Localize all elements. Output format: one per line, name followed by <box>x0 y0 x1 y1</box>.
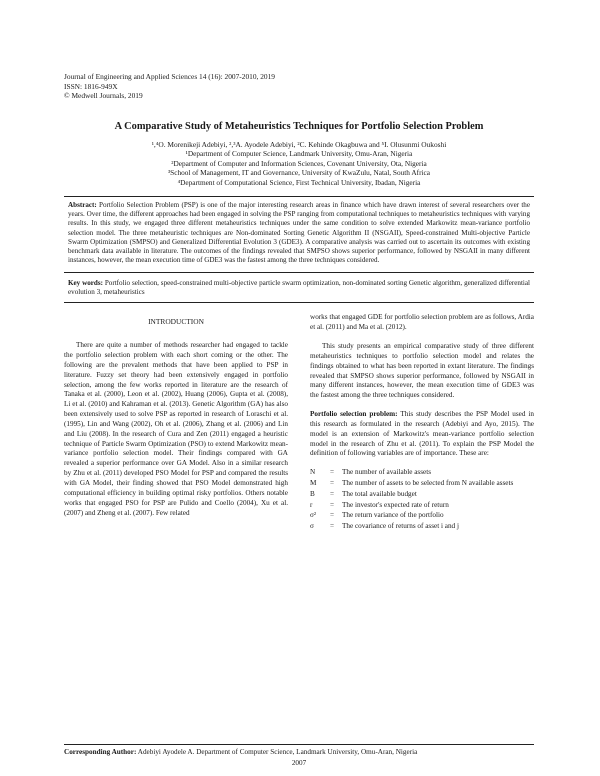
abstract-label: Abstract: <box>68 200 97 209</box>
right-column <box>310 313 534 532</box>
footer-divider <box>64 744 534 745</box>
symbol: N <box>310 468 316 477</box>
journal-copyright: © Medwell Journals, 2019 <box>64 91 143 101</box>
symbol: B <box>310 489 315 498</box>
symbol-definitions <box>310 467 534 532</box>
symbol-row <box>310 467 534 478</box>
bottom-divider <box>64 302 534 303</box>
equals-sign: = <box>330 468 335 477</box>
body-paragraph: works that engaged GDE for portfolio selection problem are as follows, Ardia et al. (2011) and Ma et al. (2012). <box>310 313 534 332</box>
corresponding-author-text: Adebiyi Ayodele A. Department of Computer Science, Landmark University, Omu-Aran, Nigeria <box>137 748 418 756</box>
symbol-row <box>310 510 534 521</box>
journal-citation: Journal of Engineering and Applied Sciences 14 (16): 2007-2010, 2019 <box>64 72 276 81</box>
affiliation: ¹Department of Computer Science, Landmark University, Omu-Aran, Nigeria <box>185 149 413 159</box>
symbol: r <box>310 500 313 509</box>
page-footer <box>64 744 534 768</box>
symbol-definition: The number of assets to be selected from N available assets <box>342 479 514 488</box>
psp-label: Portfolio selection problem: <box>310 410 398 419</box>
symbol-definition: The investor's expected rate of return <box>342 500 449 509</box>
affiliation-list <box>64 149 534 187</box>
left-column <box>64 313 288 532</box>
body-columns <box>64 313 534 532</box>
symbol-definition: The number of available assets <box>342 468 432 477</box>
equals-sign: = <box>330 511 335 520</box>
abstract-text: Portfolio Selection Problem (PSP) is one of the major interesting research areas in finance which have drawn interest of several researchers over the years. Over time, the different approaches had been engaged in solving the PSP ranging from computational techniques to metaheuristics techniques with varying results. In this study, we engaged three different metaheuristics techniques under the same condition to solve extended Markowitz mean-variance portfolio selection model. The three metaheuristic techniques are Non-dominated Sorting Genetic Algorithm II (NSGAII), Speed-constrained Multi-objective Particle Swarm Optimization (SMPSO) and Generalized Differential Evolution 3 (GDE3). A comparative analysis was carried out to ascertain its outcomes with existing benchmark data available in literature. The outcomes of the findings revealed that SMPSO shows superior performance, followed by NSGAII in many different instances, however, the mean execution time of GDE3 was the fastest among the three techniques considered. <box>68 200 530 265</box>
paper-title: A Comparative Study of Metaheuristics Techniques for Portfolio Selection Problem <box>114 120 484 132</box>
author-list: ¹,⁴O. Morenikeji Adebiyi, ²,³A. Ayodele Adebiyi, ²C. Kehinde Okagbuwa and ⁵I. Olusunmi Oukoshi <box>151 139 447 149</box>
symbol-definition: The total available budget <box>342 489 417 498</box>
symbol: σ <box>310 522 314 531</box>
keywords-text: Portfolio selection, speed-constrained multi-objective particle swarm optimization, non-dominated sorting Genetic algorithm, generalized differential evolution 3, metaheuristics <box>68 278 531 297</box>
corresponding-author <box>64 748 534 758</box>
symbol: M <box>310 479 317 488</box>
symbol-row <box>310 478 534 489</box>
symbol-row <box>310 489 534 500</box>
symbol: σ² <box>310 511 317 520</box>
symbol-definition: The return variance of the portfolio <box>342 511 444 520</box>
affiliation: ²Department of Computer and Information Sciences, Covenant University, Ota, Nigeria <box>171 158 427 168</box>
middle-divider <box>64 272 534 273</box>
journal-issn: ISSN: 1816-949X <box>64 81 118 91</box>
affiliation: ³School of Management, IT and Governance, University of KwaZulu, Natal, South Africa <box>167 168 431 178</box>
psp-text: This study describes the PSP Model used in this research as formulated in the research (Adebiyi and Ayo, 2015). The model is an extension of Markowitz's mean-variance portfolio selection model in the research of Zhu et al. (2011). To explain the PSP Model the definition of following variables are of importance. These are: <box>310 410 534 458</box>
equals-sign: = <box>330 479 335 488</box>
equals-sign: = <box>330 522 335 531</box>
page-number: 2007 <box>291 758 307 767</box>
section-heading-introduction: INTRODUCTION <box>148 317 204 327</box>
abstract <box>64 201 534 266</box>
top-divider <box>64 196 534 197</box>
symbol-row <box>310 500 534 511</box>
affiliation: ⁴Department of Computational Science, First Technical University, Ibadan, Nigeria <box>177 178 421 188</box>
body-paragraph: This study presents an empirical comparative study of three different metaheuristics techniques to portfolio selection model and relates the findings obtained to what has been reported in extant literature. The findings revealed that SMPSO shows superior performance, followed by NSGAII in many different instances, however, the mean execution time of GDE3 was the fastest among the three techniques considered. <box>310 342 534 400</box>
psp-paragraph <box>310 410 534 459</box>
symbol-definition: The covariance of returns of asset i and j <box>342 522 459 531</box>
equals-sign: = <box>330 489 335 498</box>
equals-sign: = <box>330 500 335 509</box>
body-paragraph: There are quite a number of methods researcher had engaged to tackle the portfolio selection problem with each short coming or the other. The following are the prevalent methods that have been applied to PSP in literature. Fuzzy set theory had been extensively engaged in portfolio selection, among the few works reported in literature are the research of Tanaka et al. (2000), Leon et al. (2002), Huang (2006), Gupta et al. (2008), Li et al. (2010) and Kahraman et al. (2013). Genetic Algorithm (GA) has also been extensively used to solve PSP as reported in research of Loraschi et al. (1995), Lin and Wang (2002), Oh et al. (2006), Zhang et al. (2006) and Lin and Liu (2008). In the research of Cura and Zen (2011) engaged a heuristic technique of Particle Swarm Optimization (PSO) to extend Markowitz mean-variance portfolio selection model. Their findings compared with GA revealed a superior performance over GA Model. Also in a similar research by Zhu et al. (2011) developed PSO Model for PSP and compared the results with GA Model, their finding showed that PSO Model demonstrated high computational efficiency in building optimal risky portfolios. Others notable works that engaged PSO for PSP are Pulido and Coello (2004), Xu et al. (2007) and Zheng et al. (2007). Few related <box>64 341 288 517</box>
symbol-row <box>310 521 534 532</box>
journal-header <box>64 72 534 101</box>
keywords-label: Key words: <box>68 278 103 287</box>
corresponding-author-label: Corresponding Author: <box>64 748 137 756</box>
keywords <box>64 279 534 298</box>
